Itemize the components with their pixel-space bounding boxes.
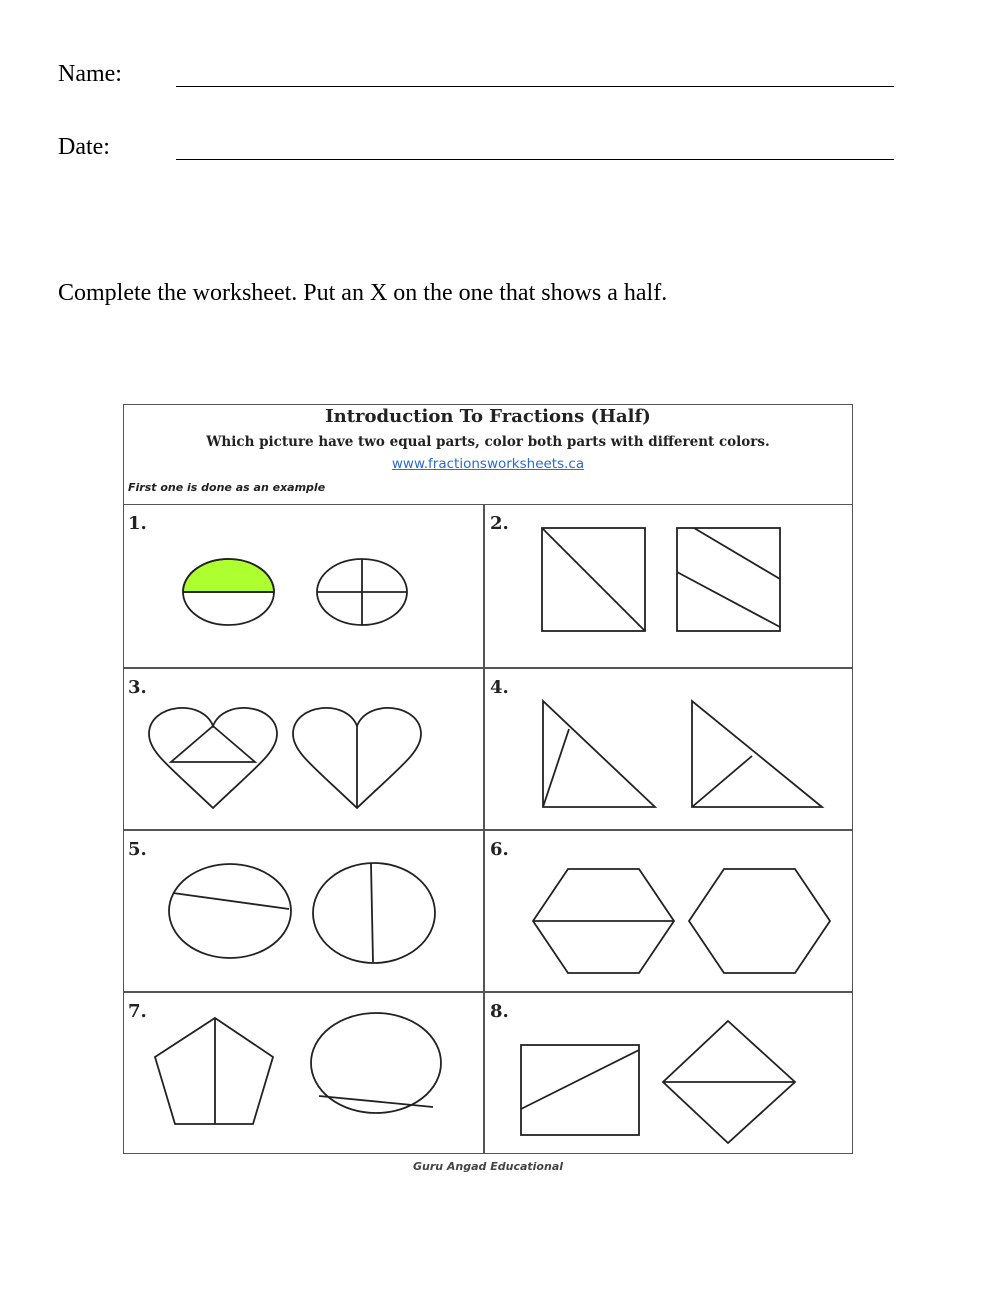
worksheet-cell-6 [485, 831, 853, 991]
heart-vertical-split-shape[interactable] [291, 704, 423, 810]
worksheet-subtitle: Which picture have two equal parts, color both parts with different colors. [206, 434, 770, 450]
cell-number: 8. [490, 1001, 509, 1022]
name-label: Name: [58, 61, 122, 87]
date-label: Date: [58, 134, 110, 160]
cell-number: 4. [490, 677, 509, 698]
diamond-horizontal-split-shape[interactable] [661, 1019, 797, 1145]
worksheet-cell-1 [123, 505, 483, 667]
triangle-uneven-split-shape[interactable] [541, 699, 659, 811]
worksheet-footer: Guru Angad Educational [412, 1160, 564, 1173]
hexagon-horizontal-split-shape[interactable] [531, 867, 677, 975]
worksheet-cell-3 [123, 669, 483, 829]
worksheet-cell-8 [485, 993, 853, 1153]
square-two-lines-shape[interactable] [676, 527, 782, 633]
name-blank-line[interactable] [176, 86, 894, 87]
oval-vertical-split-shape[interactable] [311, 861, 437, 967]
hexagon-whole-shape[interactable] [687, 867, 833, 975]
fractions-worksheet-image [123, 404, 853, 1173]
worksheet-link[interactable]: www.fractionsworksheets.ca [391, 456, 585, 472]
cell-number: 2. [490, 513, 509, 534]
worksheet-cell-2 [485, 505, 853, 667]
cell-number: 5. [128, 839, 147, 860]
instruction-text: Complete the worksheet. Put an X on the one that shows a half. [58, 280, 668, 306]
cell-number: 3. [128, 677, 147, 698]
oval-slanted-chord-shape[interactable] [167, 861, 293, 961]
worksheet-cell-5 [123, 831, 483, 991]
worksheet-title: Introduction To Fractions (Half) [325, 406, 651, 427]
pentagon-vertical-split-shape[interactable] [153, 1016, 277, 1128]
square-diagonal-shape[interactable] [541, 527, 647, 633]
date-blank-line[interactable] [176, 159, 894, 160]
worksheet-header [123, 404, 853, 505]
worksheet-cell-4 [485, 669, 853, 829]
worksheet-cell-7 [123, 993, 483, 1153]
oval-low-chord-shape[interactable] [309, 1011, 443, 1115]
oval-quarters-shape[interactable] [315, 557, 410, 632]
worksheet-note: First one is done as an example [128, 481, 326, 494]
cell-number: 1. [128, 513, 147, 534]
rectangle-diagonal-shape[interactable] [519, 1043, 643, 1139]
cell-number: 7. [128, 1001, 147, 1022]
triangle-split-shape[interactable] [690, 699, 826, 811]
oval-half-colored-shape[interactable] [181, 557, 276, 632]
cell-number: 6. [490, 839, 509, 860]
heart-triangle-shape[interactable] [147, 704, 279, 810]
